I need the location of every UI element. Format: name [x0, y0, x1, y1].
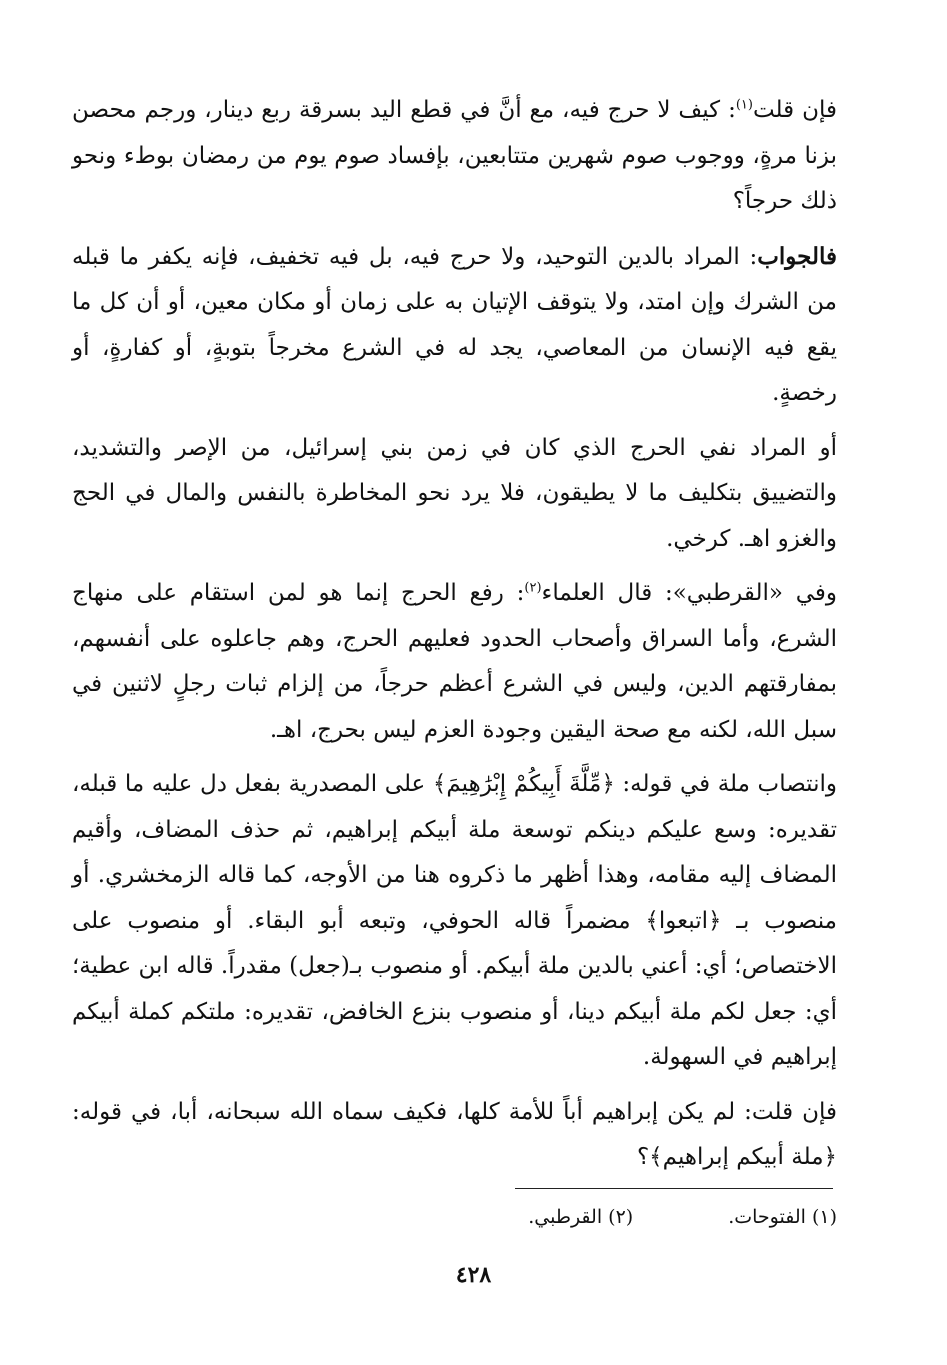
paragraph: [72, 762, 837, 1081]
footnote-1: (١) الفتوحات.: [728, 1206, 837, 1228]
paragraph: [72, 571, 837, 753]
lead-word: فالجواب: [757, 242, 837, 270]
paragraph: [72, 1090, 837, 1181]
footnote-separator: [515, 1188, 833, 1189]
paragraph: [72, 88, 837, 225]
footnotes: [440, 1206, 837, 1228]
paragraph-text: فإن قلت: لم يكن إبراهيم أباً للأمة كلها، فكيف سماه الله سبحانه، أبا، في قوله: ﴿ملة أبيكم إبراهيم﴾؟: [72, 1098, 837, 1170]
footnote-2: (٢) القرطبي.: [528, 1206, 634, 1228]
paragraph-text: فإن قلت: [752, 97, 837, 123]
paragraph-text: : المراد بالدين التوحيد، ولا حرج فيه، بل فيه تخفيف، فإنه يكفر ما قبله من الشرك وإن امتد، ولا يتوقف الإتيان به على زمان أو مكان معين، أو أن كل ما يقع فيه الإنسان من المعاصي، يجد له في الشرع مخرجاً بتوبةٍ، أو كفارةٍ، أو رخصةٍ.: [72, 243, 837, 406]
paragraph-text: أو المراد نفي الحرج الذي كان في زمن بني إسرائيل، من الإصر والتشديد، والتضييق بتكليف ما لا يطيقون، فلا يرد نحو المخاطرة بالنفس والمال في الحج والغزو اهـ. كرخي.: [72, 434, 837, 552]
paragraph-text: : كيف لا حرج فيه، مع أنَّ في قطع اليد بسرقة ربع دينار، ورجم محصن بزنا مرةٍ، ووجوب صوم شهرين متتابعين، بإفساد صوم يوم من رمضان بوطء ونحو ذلك حرجاً؟: [72, 97, 837, 214]
paragraph-text: وانتصاب ملة في قوله: ﴿مِّلَّةَ أَبِيكُمْ إِبْرَٰهِيمَ﴾ على المصدرية بفعل دل عليه ما قبله، تقديره: وسع عليكم دينكم توسعة ملة أبيكم إبراهيم، ثم حذف المضاف، وأقيم المضاف إليه مقامه، وهذا أظهر ما ذكروه هنا من الأوجه، كما قاله الزمخشري. أو منصوب بـ ﴿اتبعوا﴾ مضمراً قاله الحوفي، وتبعه أبو البقاء. أو منصوب على الاختصاص؛ أي: أعني بالدين ملة أبيكم. أو منصوب بـ(جعل) مقدراً. قاله ابن عطية؛ أي: جعل لكم ملة أبيكم دينا، أو منصوب بنزع الخافض، تقديره: ملتكم كملة أبيكم إبراهيم في السهولة.: [72, 771, 838, 1070]
paragraph: [72, 426, 837, 563]
page-number: ٤٢٨: [455, 1262, 492, 1288]
footnote-marker: (١): [735, 97, 753, 113]
body-text: [72, 88, 837, 1181]
paragraph-text: : رفع الحرج إنما هو لمن استقام على منهاج الشرع، وأما السراق وأصحاب الحدود فعليهم الحرج، وهم جاعلوه على أنفسهم، بمفارقتهم الدين، وليس في الشرع أعظم حرجاً، من إلزام ثبات رجلٍ لاثنين في سبل الله، لكنه مع صحة اليقين وجودة العزم ليس بحرج، اهـ.: [72, 580, 837, 743]
footnote-marker: (٢): [524, 580, 542, 596]
paragraph-text: وفي «القرطبي»: قال العلماء: [541, 580, 837, 606]
paragraph: [72, 234, 837, 417]
